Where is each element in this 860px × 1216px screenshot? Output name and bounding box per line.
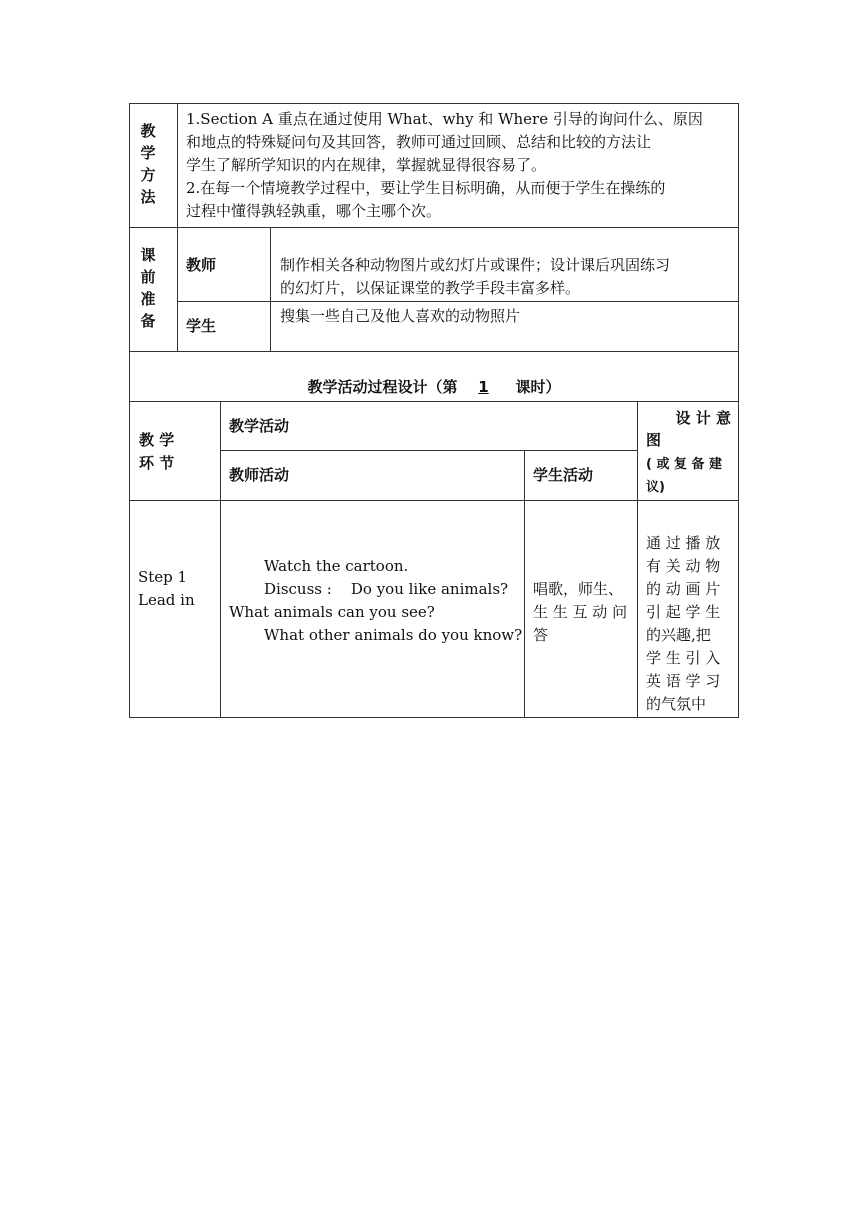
method-line-1: 1.Section A 重点在通过使用 What、why 和 Where 引导的询问什么、原因 xyxy=(186,110,703,128)
method-line-4: 2.在每一个情境教学过程中，要让学生目标明确，从而便于学生在操练的 xyxy=(186,179,666,197)
step1-intent-line-4: 引 起 学 生 xyxy=(646,603,721,621)
step1-intent-line-5: 的兴趣,把 xyxy=(646,626,711,644)
prep-student-text: 搜集一些自己及他人喜欢的动物照片 xyxy=(280,307,521,325)
method-line-5: 过程中懂得孰轻孰重，哪个主哪个次。 xyxy=(186,202,442,220)
step1-intent-line-8: 的气氛中 xyxy=(646,695,707,713)
design-title-prefix: 教学活动过程设计（第 xyxy=(307,378,458,396)
method-line-2: 和地点的特殊疑问句及其回答，教师可通过回顾、总结和比较的方法让 xyxy=(186,133,652,151)
prep-teacher-line-1: 制作相关各种动物图片或幻灯片或课件；设计课后巩固练习 xyxy=(280,256,671,274)
intent-header-line-2: 图 xyxy=(646,431,662,449)
stage-header-line-2: 环 节 xyxy=(139,454,175,472)
intent-header-line-4: 议) xyxy=(646,480,665,495)
step1-stage-line-2: Lead in xyxy=(138,591,195,609)
design-title-lesson: 1 xyxy=(478,378,489,396)
intent-header-line-3: ( 或 复 备 建 xyxy=(646,457,723,472)
step1-stage-line-1: Step 1 xyxy=(138,568,188,586)
step1-student-line-3: 答 xyxy=(533,626,549,644)
method-label: 教 学 方 法 xyxy=(140,122,156,206)
step1-student-line-1: 唱歌，师生、 xyxy=(533,580,624,598)
prep-teacher-label: 教师 xyxy=(186,256,217,274)
step1-teacher-line-4: What other animals do you know? xyxy=(264,626,523,644)
step1-intent-line-7: 英 语 学 习 xyxy=(646,672,721,690)
step1-intent-line-3: 的 动 画 片 xyxy=(646,580,721,598)
activity-header: 教学活动 xyxy=(229,417,290,435)
prep-student-label: 学生 xyxy=(186,317,217,335)
design-title-suffix: 课时） xyxy=(515,378,561,396)
step1-intent-line-6: 学 生 引 入 xyxy=(646,649,721,667)
step1-teacher-line-3: What animals can you see? xyxy=(229,603,435,621)
teacher-activity-header: 教师活动 xyxy=(229,466,290,484)
prep-label: 课 前 准 备 xyxy=(140,246,156,330)
intent-header-line-1: 设 计 意 xyxy=(675,409,731,427)
student-activity-header: 学生活动 xyxy=(533,466,594,484)
step1-student-line-2: 生 生 互 动 问 xyxy=(533,603,628,621)
prep-teacher-line-2: 的幻灯片，以保证课堂的教学手段丰富多样。 xyxy=(280,279,581,297)
stage-header-line-1: 教 学 xyxy=(139,431,175,449)
step1-intent-line-2: 有 关 动 物 xyxy=(646,557,721,575)
step1-intent-line-1: 通 过 播 放 xyxy=(646,534,721,552)
method-line-3: 学生了解所学知识的内在规律，掌握就显得很容易了。 xyxy=(186,156,547,174)
design-title xyxy=(129,376,739,399)
step1-teacher-line-1: Watch the cartoon. xyxy=(264,557,409,575)
step1-teacher-line-2: Discuss : Do you like animals? xyxy=(264,580,509,598)
